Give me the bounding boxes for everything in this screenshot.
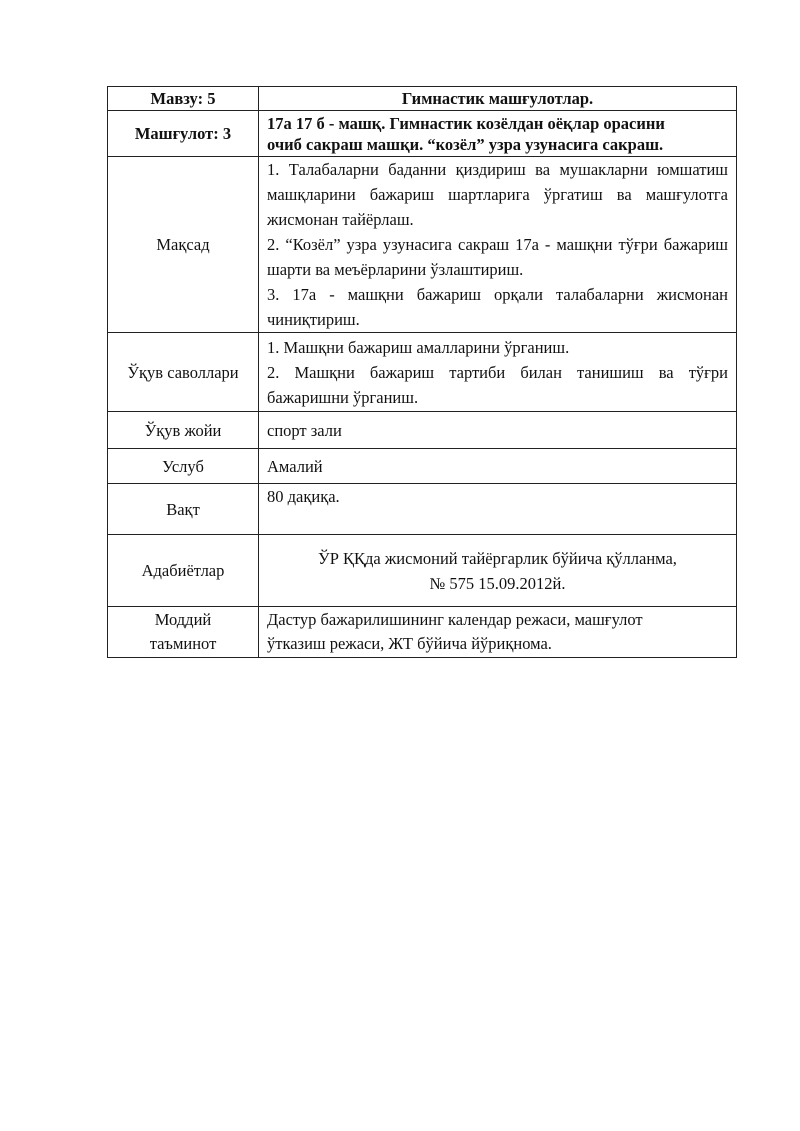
- resources-label: [108, 607, 259, 658]
- method-value: Амалий: [259, 449, 737, 484]
- question-item-1: 1. Машқни бажариш амалларини ўрганиш.: [267, 337, 570, 357]
- lesson-row: [108, 111, 737, 157]
- goal-item-2: 2. “Козёл” узра узунасига сакраш 17а - машқни тўғри бажариш шарти ва меъёрларини ўзлаштириш.: [267, 235, 728, 279]
- questions-value: [259, 333, 737, 412]
- goal-item-1: 1. Талабаларни баданни қиздириш ва мушакларни юмшатиш машқларини бажариш шартларига ўргатиш ва машғулотга жисмонан тайёрлаш.: [267, 160, 728, 229]
- topic-row: [108, 87, 737, 111]
- resources-value-line2: ўтказиш режаси, ЖТ бўйича йўриқнома.: [267, 634, 552, 653]
- method-label: Услуб: [108, 449, 259, 484]
- literature-line1: ЎР ҚҚда жисмоний тайёргарлик бўйича қўлланма,: [318, 548, 677, 568]
- question-item-2: 2. Машқни бажариш тартиби билан танишиш ва тўғри бажаришни ўрганиш.: [267, 362, 728, 407]
- resources-row: [108, 607, 737, 658]
- place-label: Ўқув жойи: [108, 412, 259, 449]
- time-label: Вақт: [108, 484, 259, 535]
- literature-line2: № 575 15.09.2012й.: [429, 573, 566, 593]
- goal-row: [108, 157, 737, 333]
- place-row: [108, 412, 737, 449]
- goal-item-3: 3. 17а - машқни бажариш орқали талабаларни жисмонан чиниқтириш.: [267, 285, 728, 329]
- literature-label: Адабиётлар: [108, 535, 259, 607]
- resources-value-line1: Дастур бажарилишининг календар режаси, машғулот: [267, 610, 643, 629]
- topic-label: Мавзу: 5: [108, 87, 259, 111]
- topic-value: Гимнастик машғулотлар.: [259, 87, 737, 111]
- questions-label: Ўқув саволлари: [108, 333, 259, 412]
- literature-row: [108, 535, 737, 607]
- lesson-label: Машғулот: 3: [108, 111, 259, 157]
- place-value: спорт зали: [259, 412, 737, 449]
- time-row: [108, 484, 737, 535]
- goal-value: [259, 157, 737, 333]
- method-row: [108, 449, 737, 484]
- goal-label: Мақсад: [108, 157, 259, 333]
- lesson-value-line2: очиб сакраш машқи. “козёл” узра узунасига сакраш.: [267, 134, 664, 154]
- resources-label-line1: Моддий: [154, 610, 212, 629]
- time-value: 80 дақиқа.: [259, 484, 737, 535]
- lesson-value-line1: 17а 17 б - машқ. Гимнастик козёлдан оёқлар орасини: [267, 113, 665, 133]
- lesson-value: [259, 111, 737, 157]
- resources-label-line2: таъминот: [149, 634, 217, 653]
- lesson-plan-table: [107, 86, 737, 658]
- resources-value: [259, 607, 737, 658]
- questions-row: [108, 333, 737, 412]
- literature-value: [259, 535, 737, 607]
